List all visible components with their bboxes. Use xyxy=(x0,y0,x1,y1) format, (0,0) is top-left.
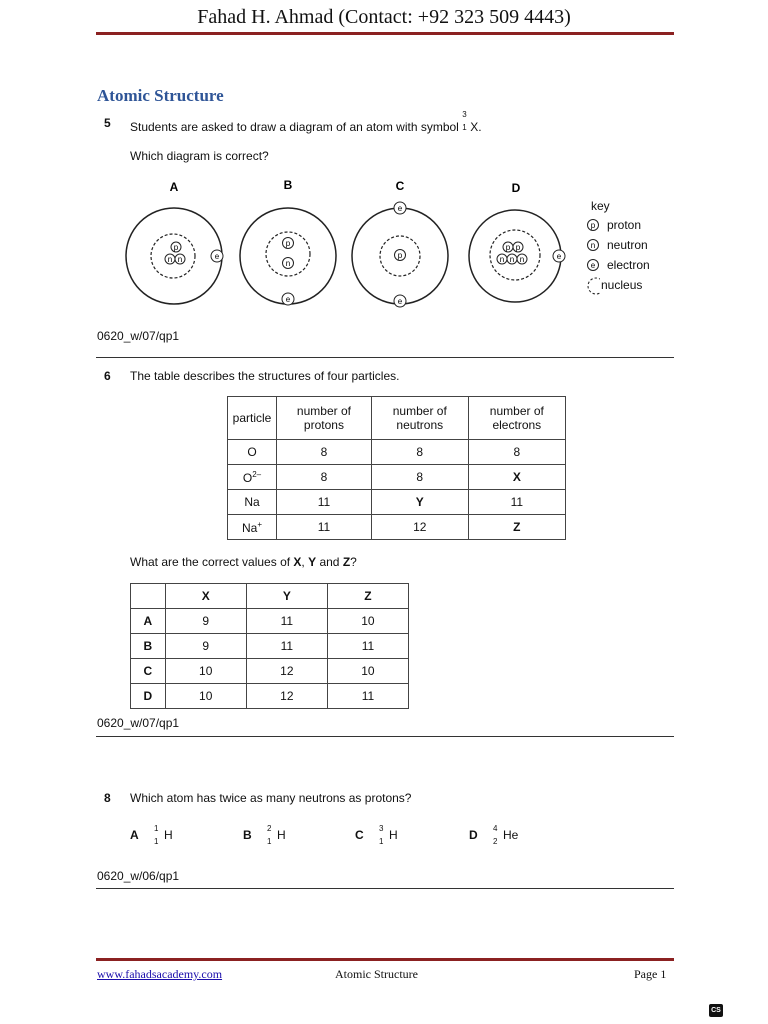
svg-text:p: p xyxy=(173,243,179,252)
answer-cell: 11 xyxy=(327,684,408,709)
q8-option-b xyxy=(243,824,286,848)
th-electrons: number of electrons xyxy=(468,397,565,440)
answer-row-d xyxy=(131,684,409,709)
key-nucleus: nucleus xyxy=(601,278,643,292)
page-header: Fahad H. Ahmad (Contact: +92 323 509 4443) xyxy=(197,6,571,28)
option-letter: C xyxy=(355,828,364,843)
option-letter: B xyxy=(243,828,252,843)
th-neutrons: number of neutrons xyxy=(371,397,468,440)
element-symbol: H xyxy=(389,828,398,843)
q6-question-text: What are the correct values of xyxy=(130,555,294,569)
table-row xyxy=(228,515,566,540)
diagram-d xyxy=(469,210,565,302)
svg-text:n: n xyxy=(177,255,183,264)
mass-number: 3 xyxy=(379,824,384,833)
charge-superscript: 2– xyxy=(252,469,262,479)
q8-option-d xyxy=(469,824,518,848)
cell-protons: 8 xyxy=(276,465,371,490)
diagram-c xyxy=(352,202,448,307)
q8-number: 8 xyxy=(104,791,111,805)
svg-text:e: e xyxy=(397,204,403,213)
cell-particle xyxy=(228,465,277,490)
cell-protons: 11 xyxy=(276,490,371,515)
cell-electrons: 11 xyxy=(468,490,565,515)
cell-particle: O xyxy=(228,440,277,465)
table-row xyxy=(228,490,566,515)
th-protons: number of protons xyxy=(276,397,371,440)
svg-text:n: n xyxy=(167,255,173,264)
svg-text:e: e xyxy=(397,297,403,306)
q6-question-end: ? xyxy=(350,555,357,569)
atom-diagrams xyxy=(110,175,580,310)
element-symbol: He xyxy=(503,828,519,843)
key-title: key xyxy=(591,199,610,213)
key-neutron: neutron xyxy=(607,238,648,252)
diagram-label-a: A xyxy=(169,180,179,194)
q6-question-sep: , xyxy=(301,555,309,569)
atomic-number: 1 xyxy=(154,837,159,846)
q8-stem: Which atom has twice as many neutrons as protons? xyxy=(130,791,412,805)
diagram-label-b: B xyxy=(283,178,293,192)
answer-cell: 9 xyxy=(165,634,246,659)
answer-letter: B xyxy=(131,634,166,659)
q6-stem: The table describes the structures of four particles. xyxy=(130,369,400,383)
q6-question xyxy=(130,555,357,569)
particle-table xyxy=(227,396,566,540)
key-electron: electron xyxy=(607,258,650,272)
page-number: Page 1 xyxy=(634,967,667,981)
svg-text:n: n xyxy=(509,255,515,264)
isotope-numbers xyxy=(267,824,277,848)
q5-isotope-symbol xyxy=(462,110,472,134)
cell-electrons: Z xyxy=(468,515,565,540)
electron-icon: e xyxy=(590,261,596,270)
nucleus-icon xyxy=(588,278,600,294)
svg-text:e: e xyxy=(556,252,562,261)
isotope-numbers xyxy=(493,824,503,848)
svg-text:e: e xyxy=(285,295,291,304)
atomic-number: 2 xyxy=(493,837,498,846)
q5-symbol-letter: X xyxy=(470,120,479,135)
cell-electrons: 8 xyxy=(468,440,565,465)
q5-question: Which diagram is correct? xyxy=(130,149,269,163)
element-symbol: H xyxy=(164,828,173,843)
answer-cell: 12 xyxy=(246,659,327,684)
answer-cell: 11 xyxy=(246,634,327,659)
svg-text:e: e xyxy=(214,252,220,261)
answer-cell: 9 xyxy=(165,609,246,634)
cell-neutrons: 8 xyxy=(371,440,468,465)
q5-stem-text: Students are asked to draw a diagram of an atom with symbol xyxy=(130,120,459,135)
diagram-label-d: D xyxy=(511,181,521,195)
svg-text:n: n xyxy=(285,259,291,268)
answer-cell: 10 xyxy=(327,659,408,684)
svg-text:n: n xyxy=(499,255,505,264)
answer-header-y: Y xyxy=(246,584,327,609)
answer-cell: 10 xyxy=(165,659,246,684)
svg-text:n: n xyxy=(519,255,525,264)
mass-number: 2 xyxy=(267,824,272,833)
answer-header-x: X xyxy=(165,584,246,609)
answer-letter: A xyxy=(131,609,166,634)
answer-table xyxy=(130,583,409,709)
diagram-a xyxy=(126,208,223,304)
footer-website-link[interactable]: www.fahadsacademy.com xyxy=(97,967,223,981)
mass-number: 1 xyxy=(154,824,159,833)
camscanner-badge-icon: CS xyxy=(709,1004,723,1017)
divider xyxy=(96,357,674,358)
isotope-numbers xyxy=(379,824,389,848)
header-rule xyxy=(96,32,674,35)
element-symbol: H xyxy=(277,828,286,843)
cell-neutrons: Y xyxy=(371,490,468,515)
cell-neutrons: 12 xyxy=(371,515,468,540)
q5-atomic-number: 1 xyxy=(462,123,467,132)
section-title: Atomic Structure xyxy=(97,86,224,105)
q5-stem xyxy=(130,110,482,140)
cell-particle: Na xyxy=(228,490,277,515)
answer-header-z: Z xyxy=(327,584,408,609)
mass-number: 4 xyxy=(493,824,498,833)
cell-electrons: X xyxy=(468,465,565,490)
charge-superscript: + xyxy=(257,519,262,529)
particle-symbol: O xyxy=(242,470,253,485)
cell-particle xyxy=(228,515,277,540)
svg-text:p: p xyxy=(515,243,521,252)
table-row xyxy=(228,440,566,465)
answer-cell: 10 xyxy=(327,609,408,634)
svg-text:p: p xyxy=(505,243,511,252)
answer-cell: 12 xyxy=(246,684,327,709)
answer-cell: 10 xyxy=(165,684,246,709)
answer-row-a xyxy=(131,609,409,634)
q6-number: 6 xyxy=(104,369,111,383)
diagram-label-c: C xyxy=(395,179,405,193)
q6-question-y: Y xyxy=(308,555,317,569)
q6-question-z: Z xyxy=(342,555,351,569)
cell-neutrons: 8 xyxy=(371,465,468,490)
proton-icon: p xyxy=(590,221,596,230)
footer-rule xyxy=(96,958,674,961)
divider xyxy=(96,888,674,889)
th-particle: particle xyxy=(228,397,277,440)
q5-reference: 0620_w/07/qp1 xyxy=(97,329,180,343)
particle-symbol: Na xyxy=(241,520,258,535)
answer-corner xyxy=(131,584,166,609)
q8-reference: 0620_w/06/qp1 xyxy=(97,869,180,883)
q6-question-x: X xyxy=(293,555,302,569)
answer-cell: 11 xyxy=(246,609,327,634)
divider xyxy=(96,736,674,737)
atomic-number: 1 xyxy=(379,837,384,846)
option-letter: D xyxy=(469,828,478,843)
option-letter: A xyxy=(130,828,139,843)
table-row xyxy=(228,465,566,490)
svg-text:p: p xyxy=(285,239,291,248)
answer-row-c xyxy=(131,659,409,684)
q5-stem-end: . xyxy=(478,120,482,135)
svg-text:p: p xyxy=(397,251,403,260)
cell-protons: 11 xyxy=(276,515,371,540)
cell-protons: 8 xyxy=(276,440,371,465)
footer-title: Atomic Structure xyxy=(335,967,418,981)
answer-letter: D xyxy=(131,684,166,709)
q6-question-and: and xyxy=(316,555,343,569)
diagram-b xyxy=(240,208,336,305)
q5-number: 5 xyxy=(104,116,111,130)
atomic-number: 1 xyxy=(267,837,272,846)
q8-option-a xyxy=(130,824,173,848)
key-proton: proton xyxy=(607,218,642,232)
answer-row-b xyxy=(131,634,409,659)
q8-option-c xyxy=(355,824,398,848)
neutron-icon: n xyxy=(590,241,596,250)
q5-mass-number: 3 xyxy=(462,110,467,119)
key-symbols xyxy=(586,215,600,297)
answer-cell: 11 xyxy=(327,634,408,659)
answer-letter: C xyxy=(131,659,166,684)
isotope-numbers xyxy=(154,824,164,848)
q6-reference: 0620_w/07/qp1 xyxy=(97,716,180,730)
